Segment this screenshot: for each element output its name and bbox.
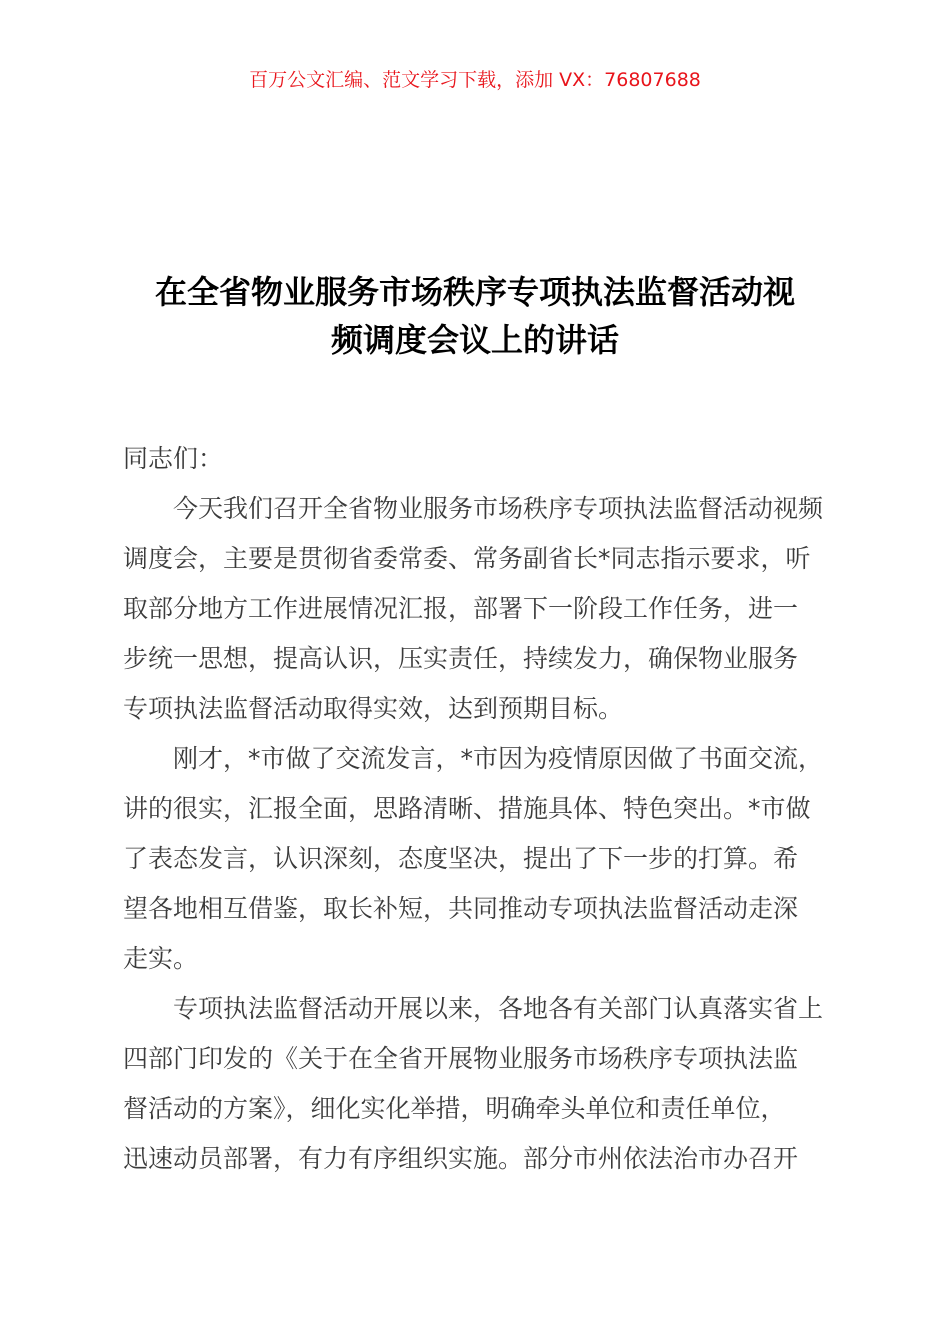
- paragraph-line: 四部门印发的《关于在全省开展物业服务市场秩序专项执法监: [123, 1044, 799, 1073]
- paragraph-line: 走实。: [123, 944, 199, 973]
- paragraph-line: 专项执法监督活动开展以来，各地各有关部门认真落实省上: [173, 994, 824, 1023]
- paragraph-2: [123, 734, 831, 784]
- paragraph-line: 取部分地方工作进展情况汇报，部署下一阶段工作任务，进一: [123, 594, 799, 623]
- salutation: [123, 434, 831, 484]
- paragraph-line: 今天我们召开全省物业服务市场秩序专项执法监督活动视频: [173, 494, 824, 523]
- document-title: [110, 268, 840, 364]
- paragraph-line: 讲的很实，汇报全面，思路清晰、措施具体、特色突出。*市做: [123, 794, 811, 823]
- paragraph-line: 迅速动员部署，有力有序组织实施。部分市州依法治市办召开: [123, 1144, 799, 1173]
- title-line-1: 在全省物业服务市场秩序专项执法监督活动视: [154, 273, 795, 311]
- paragraph-1: [123, 484, 831, 534]
- paragraph-line: 刚才，*市做了交流发言，*市因为疫情原因做了书面交流，: [173, 744, 824, 773]
- paragraph-line: 专项执法监督活动取得实效，达到预期目标。: [123, 694, 624, 723]
- paragraph-line: 望各地相互借鉴，取长补短，共同推动专项执法监督活动走深: [123, 894, 799, 923]
- salutation-text: 同志们：: [123, 444, 224, 473]
- paragraph-line: 调度会，主要是贯彻省委常委、常务副省长*同志指示要求，听: [123, 544, 811, 573]
- paragraph-3-continued: [123, 1034, 831, 1184]
- document-body: [123, 434, 831, 1184]
- header-watermark-note: 百万公文汇编、范文学习下载，添加 VX：76807688: [249, 69, 701, 91]
- paragraph-line: 督活动的方案》，细化实化举措，明确牵头单位和责任单位，: [123, 1094, 786, 1123]
- paragraph-3: [123, 984, 831, 1034]
- paragraph-2-continued: [123, 784, 831, 984]
- title-line-2: 频调度会议上的讲话: [330, 321, 619, 359]
- paragraph-1-continued: [123, 534, 831, 734]
- paragraph-line: 了表态发言，认识深刻，态度坚决，提出了下一步的打算。希: [123, 844, 799, 873]
- paragraph-line: 步统一思想，提高认识，压实责任，持续发力，确保物业服务: [123, 644, 799, 673]
